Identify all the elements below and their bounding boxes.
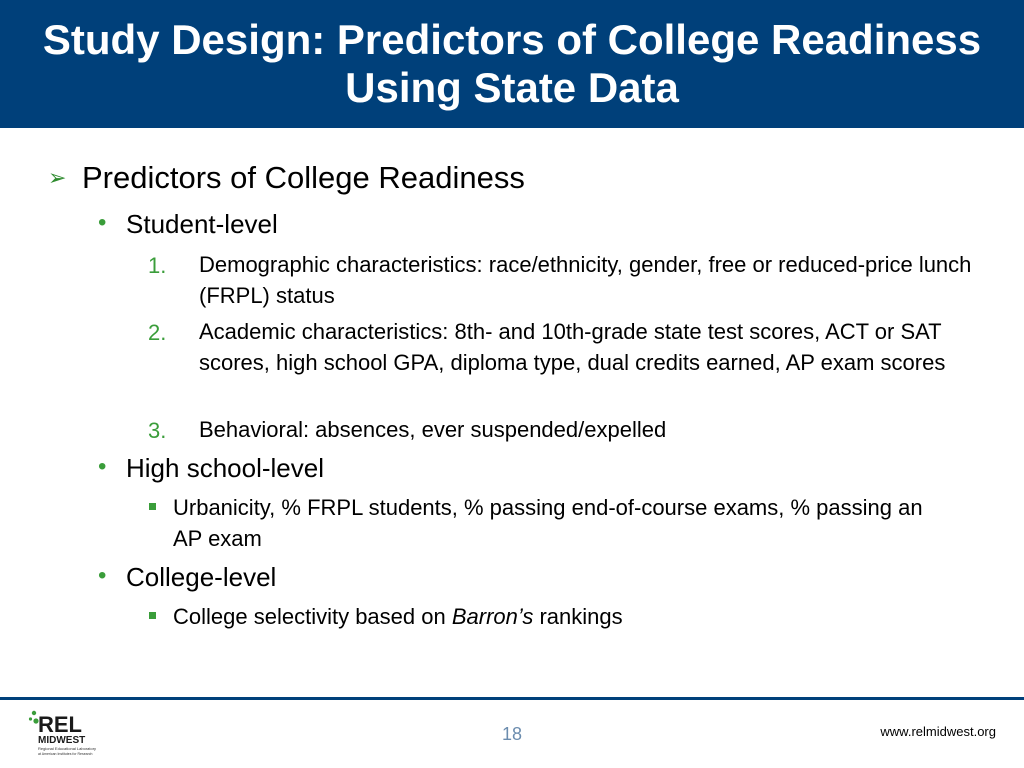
logo-main-text: REL — [38, 712, 82, 737]
list-item — [173, 601, 963, 632]
high-school-level-bullet — [98, 453, 324, 484]
list-number: 2. — [148, 320, 167, 345]
svg-text:at American Institutes for Res: at American Institutes for Research — [38, 752, 93, 756]
list-item: Academic characteristics: 8th- and 10th-grade state test scores, ACT or SAT scores, high school GPA, diploma type, dual credits earned, AP exam scores — [199, 319, 946, 375]
list-item: Urbanicity, % FRPL students, % passing end-of-course exams, % passing an AP exam — [173, 495, 923, 551]
student-level-label: Student-level — [126, 209, 278, 239]
college-level-bullet — [98, 562, 276, 593]
student-level-bullet — [98, 209, 278, 240]
title-bar — [0, 0, 1024, 128]
college-item-prefix: College selectivity based on — [173, 604, 452, 629]
svg-text:Regional Educational Laborator: Regional Educational Laboratory — [38, 746, 97, 751]
list-number: 3. — [148, 418, 167, 443]
website-url: www.relmidwest.org — [880, 724, 996, 739]
square-bullet-icon — [149, 612, 156, 619]
arrow-bullet-icon: ➢ — [48, 165, 67, 190]
main-bullet — [48, 160, 525, 196]
main-bullet-text: Predictors of College Readiness — [82, 160, 525, 195]
college-item-suffix: rankings — [533, 604, 623, 629]
dot-bullet-icon: • — [98, 562, 107, 589]
college-level-label: College-level — [126, 562, 277, 592]
barrons-italic: Barron’s — [451, 604, 534, 629]
slide-title: Study Design: Predictors of College Readiness Using State Data — [42, 16, 982, 111]
logo-sub-text: MIDWEST — [38, 735, 86, 746]
square-bullet-icon — [149, 503, 156, 510]
dot-bullet-icon: • — [98, 453, 107, 480]
list-item: Demographic characteristics: race/ethnicity, gender, free or reduced-price lunch (FRPL) status — [199, 252, 972, 308]
page-number: 18 — [501, 724, 523, 744]
list-number: 1. — [148, 253, 167, 278]
footer-divider — [0, 697, 1024, 700]
high-school-level-label: High school-level — [126, 453, 324, 483]
list-item: Behavioral: absences, ever suspended/expelled — [199, 417, 667, 442]
dot-bullet-icon: • — [98, 209, 107, 236]
